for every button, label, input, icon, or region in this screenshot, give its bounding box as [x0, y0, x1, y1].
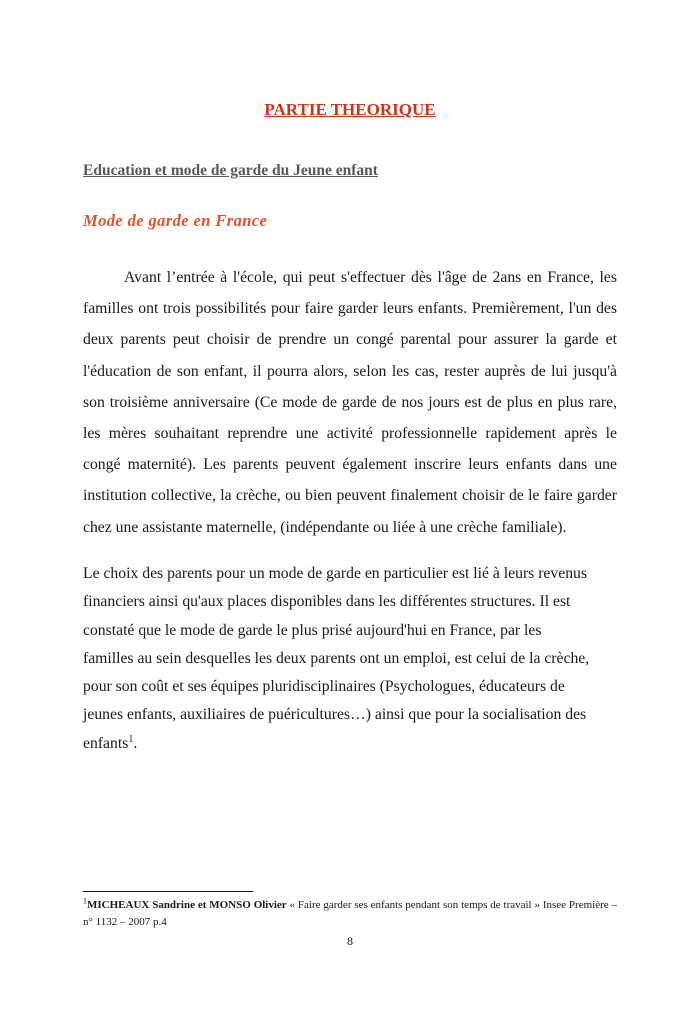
- paragraph-2-end: .: [133, 734, 138, 752]
- page-title: PARTIE THEORIQUE: [264, 100, 436, 119]
- paragraph-2-last-line: [83, 730, 617, 758]
- section-heading: Mode de garde en France: [83, 211, 268, 230]
- paragraph-1: Avant l’entrée à l'école, qui peut s'effectuer dès l'âge de 2ans en France, les familles ont trois possibilités pour faire garder leurs enfants. Premièrement, l'un des deux parents peut choisir de prendre un congé parental pour assurer la garde et l'éducation de son enfant, il pourra alors, selon les cas, rester auprès de lui jusqu'à son troisième anniversaire (Ce mode de garde de nos jours est de plus en plus rare, les mères souhaitant reprendre une activité professionnelle rapidement après le congé maternité). Les parents peuvent également inscrire leurs enfants dans une institution collective, la crèche, ou bien peuvent finalement choisir de le faire garder chez une assistante maternelle, (indépendante ou liée à une crèche familiale).: [83, 269, 617, 536]
- paragraph-2-line: pour son coût et ses équipes pluridisciplinaires (Psychologues, éducateurs de: [83, 678, 565, 696]
- footnote-text: « Faire garder ses enfants pendant son temps de travail » Insee Première – n° 1132 – 2007 p.4: [83, 899, 617, 928]
- page-number: 8: [347, 934, 353, 948]
- footnote: [83, 897, 617, 931]
- footnote-authors: MICHEAUX Sandrine et MONSO Olivier: [87, 899, 287, 911]
- paragraph-2: [83, 560, 617, 758]
- footnote-number: 1: [83, 896, 87, 906]
- paragraph-2-line: jeunes enfants, auxiliaires de puéricultures…) ainsi que pour la socialisation des: [83, 706, 587, 724]
- footnote-reference[interactable]: 1: [128, 733, 134, 745]
- chapter-subtitle: Education et mode de garde du Jeune enfant: [83, 162, 378, 179]
- footnote-separator: [83, 891, 253, 892]
- paragraph-2-line: constaté que le mode de garde le plus prisé aujourd'hui en France, par les: [83, 621, 542, 639]
- paragraph-2-line: enfants: [83, 734, 129, 752]
- paragraph-2-line: familles au sein desquelles les deux parents ont un emploi, est celui de la crèche,: [83, 649, 590, 667]
- paragraph-2-line: Le choix des parents pour un mode de garde en particulier est lié à leurs revenus: [83, 565, 587, 582]
- paragraph-2-line: financiers ainsi qu'aux places disponibles dans les différentes structures. Il est: [83, 593, 571, 611]
